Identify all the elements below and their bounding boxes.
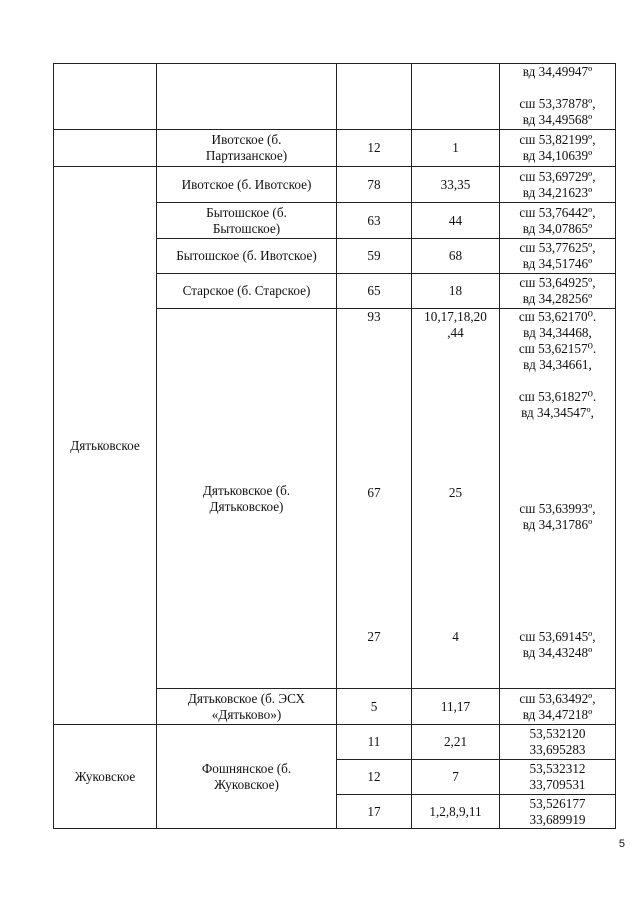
village-cell: Ивотское (б. Партизанское) — [157, 130, 337, 167]
plots-cell: 11,17 — [412, 689, 500, 725]
number-cell: 11 — [337, 725, 412, 760]
coordinates-cell: сш 53,69729º, вд 34,21623º — [500, 167, 616, 203]
coordinates-cell: сш 53,62170⁰. вд 34,34468, сш 53,62157⁰. вд 34,34661, сш 53,61827⁰. вд 34,34547º, сш 53,63993º, вд 34,31786º сш 53,69145º, вд 34,43248º — [500, 309, 616, 689]
table-row — [54, 64, 616, 130]
plots-cell: 7 — [412, 760, 500, 795]
plots-cell: 44 — [412, 203, 500, 239]
plots-cell: 2,21 — [412, 725, 500, 760]
district-cell: Жуковское — [54, 725, 157, 829]
coordinates-cell: 53,532120 33,695283 — [500, 725, 616, 760]
village-cell: Бытошское (б. Бытошское) — [157, 203, 337, 239]
table-row — [54, 167, 616, 203]
number-cell: 59 — [337, 239, 412, 274]
district-cell — [54, 130, 157, 167]
number-cell — [337, 64, 412, 130]
village-cell: Ивотское (б. Ивотское) — [157, 167, 337, 203]
plots-cell: 1,2,8,9,11 — [412, 795, 500, 829]
table-row — [54, 130, 616, 167]
coordinates-cell: вд 34,49947º сш 53,37878º, вд 34,49568º — [500, 64, 616, 130]
number-cell: 5 — [337, 689, 412, 725]
plots-cell: 68 — [412, 239, 500, 274]
plots-cell: 1 — [412, 130, 500, 167]
coordinates-cell: сш 53,63492º, вд 34,47218º — [500, 689, 616, 725]
village-cell: Бытошское (б. Ивотское) — [157, 239, 337, 274]
plots-cell: 10,17,18,20 ,44 25 4 — [412, 309, 500, 689]
village-cell: Дятьковское (б. ЭСХ «Дятьково») — [157, 689, 337, 725]
coordinates-cell: сш 53,82199º, вд 34,10639º — [500, 130, 616, 167]
coordinates-cell: 53,532312 33,709531 — [500, 760, 616, 795]
coordinates-cell: 53,526177 33,689919 — [500, 795, 616, 829]
table-row — [54, 725, 616, 760]
number-cell: 12 — [337, 130, 412, 167]
district-cell: Дятьковское — [54, 167, 157, 725]
number-cell: 17 — [337, 795, 412, 829]
number-cell: 93 67 27 — [337, 309, 412, 689]
number-cell: 12 — [337, 760, 412, 795]
coordinates-cell: сш 53,76442º, вд 34,07865º — [500, 203, 616, 239]
village-cell — [157, 64, 337, 130]
coordinates-cell: сш 53,64925º, вд 34,28256º — [500, 274, 616, 309]
village-cell: Дятьковское (б. Дятьковское) — [157, 309, 337, 689]
settlements-table — [53, 63, 616, 829]
number-cell: 63 — [337, 203, 412, 239]
plots-cell: 18 — [412, 274, 500, 309]
page-number: 5 — [618, 838, 625, 850]
plots-cell — [412, 64, 500, 130]
coordinates-cell: сш 53,77625º, вд 34,51746º — [500, 239, 616, 274]
district-cell — [54, 64, 157, 130]
village-cell: Старское (б. Старское) — [157, 274, 337, 309]
number-cell: 65 — [337, 274, 412, 309]
number-cell: 78 — [337, 167, 412, 203]
plots-cell: 33,35 — [412, 167, 500, 203]
village-cell: Фошнянское (б. Жуковское) — [157, 725, 337, 829]
